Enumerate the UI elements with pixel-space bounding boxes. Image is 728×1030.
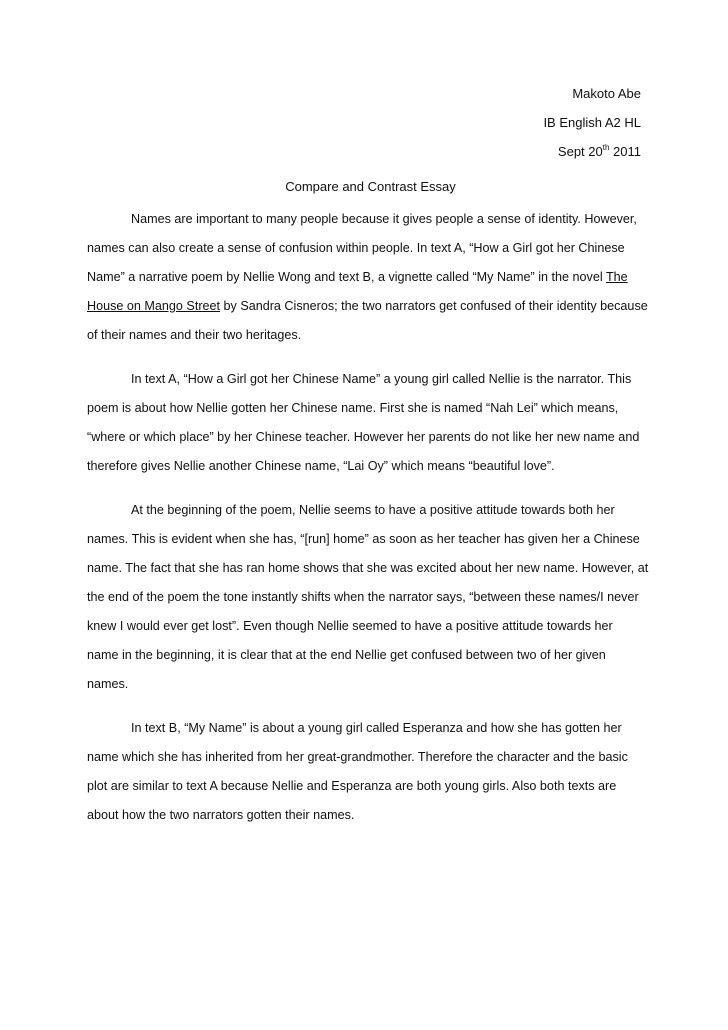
essay-title: Compare and Contrast Essay [285, 179, 456, 194]
text-line: name. The fact that she has ran home shows that she was excited about her new name. However, at [87, 561, 649, 575]
text-line: names. [87, 677, 129, 691]
paragraph-3 [87, 503, 647, 706]
text-line: Names are important to many people because it gives people a sense of identity. However, [131, 212, 637, 226]
paragraph-1 [87, 212, 647, 357]
essay-body [87, 212, 647, 837]
text-line: names can also create a sense of confusion within people. In text A, “How a Girl got her Chinese [87, 241, 625, 255]
essay-header [543, 87, 641, 174]
paragraph-2 [87, 372, 647, 488]
date-ordinal-suffix: th [602, 143, 610, 152]
text-segment: Name” a narrative poem by Nellie Wong and text B, a vignette called “My Name” in the novel [87, 270, 606, 284]
text-line: about how the two narrators gotten their names. [87, 808, 355, 822]
course-name: IB English A2 HL [543, 115, 641, 130]
text-line: “where or which place” by her Chinese teacher. However her parents do not like her new name and [87, 430, 640, 444]
text-line: of their names and their two heritages. [87, 328, 302, 342]
author-name: Makoto Abe [572, 86, 641, 101]
date-year: 2011 [609, 144, 641, 159]
text-line: poem is about how Nellie gotten her Chinese name. First she is named “Nah Lei” which means, [87, 401, 619, 415]
text-segment: by Sandra Cisneros; the two narrators get confused of their identity because [220, 299, 648, 313]
novel-title-part-2: House on Mango Street [87, 299, 221, 313]
text-line: therefore gives Nellie another Chinese name, “Lai Oy” which means “beautiful love”. [87, 459, 555, 473]
text-line: name in the beginning, it is clear that at the end Nellie get confused between two of her given [87, 648, 606, 662]
essay-date [543, 145, 641, 174]
text-line: In text A, “How a Girl got her Chinese Name” a young girl called Nellie is the narrator. This [131, 372, 632, 386]
text-line: name which she has inherited from her great-grandmother. Therefore the character and the basic [87, 750, 628, 764]
text-line [87, 270, 647, 299]
text-line: the end of the poem the tone instantly shifts when the narrator says, “between these names/I never [87, 590, 639, 604]
novel-title-part-1: The [605, 270, 628, 284]
text-line: At the beginning of the poem, Nellie seems to have a positive attitude towards both her [131, 503, 615, 517]
text-line: names. This is evident when she has, “[run] home” as soon as her teacher has given her a Chinese [87, 532, 640, 546]
text-line: plot are similar to text A because Nellie and Esperanza are both young girls. Also both texts are [87, 779, 617, 793]
text-line [87, 299, 647, 328]
text-line: In text B, “My Name” is about a young girl called Esperanza and how she has gotten her [131, 721, 622, 735]
date-prefix: Sept 20 [557, 144, 603, 159]
text-line: knew I would ever get lost”. Even though Nellie seemed to have a positive attitude towards her [87, 619, 613, 633]
paragraph-4 [87, 721, 647, 837]
